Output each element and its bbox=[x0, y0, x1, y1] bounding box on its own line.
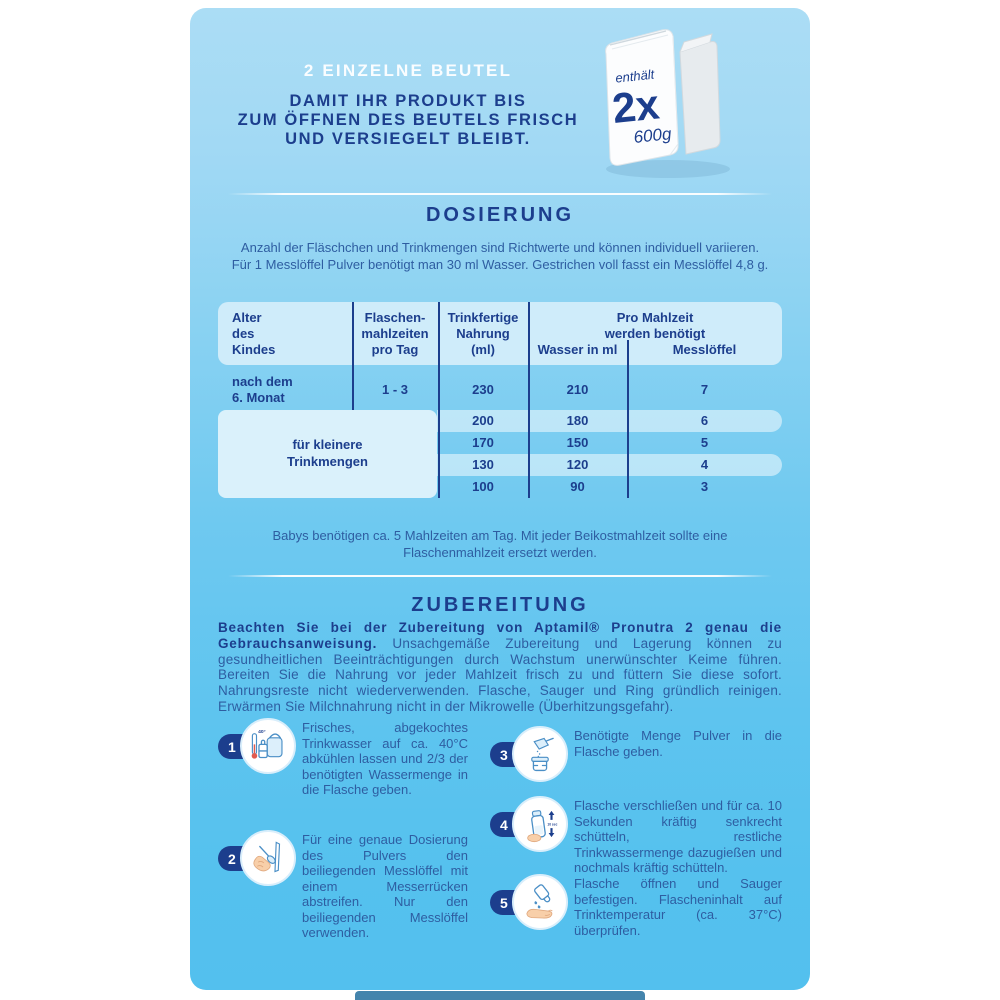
step-number-badge: 5 bbox=[490, 890, 532, 915]
col-header-ready-food: Trinkfertige Nahrung (ml) bbox=[447, 310, 519, 357]
cool-water-thermometer-icon bbox=[245, 723, 291, 769]
table-value-ready: 100 bbox=[472, 479, 494, 494]
pouch-label-600g: 600g bbox=[632, 124, 673, 148]
table-value-scoops: 5 bbox=[700, 435, 709, 450]
dosierung-note-line-1: Babys benötigen ca. 5 Mahlzeiten am Tag. Mit jeder Beikostmahlzeit sollte eine bbox=[272, 528, 728, 543]
table-value-water: 150 bbox=[566, 435, 589, 450]
level-scoop-with-knife-icon bbox=[245, 835, 291, 881]
dosierung-note bbox=[200, 527, 800, 561]
step-text: Frisches, abgekochtes Trinkwasser auf ca. 40°C abkühlen lassen und 2/3 der benötigten Wassermenge in die Flasche geben. bbox=[302, 720, 468, 797]
col-header-scoops: Messlöffel bbox=[672, 342, 737, 357]
table-value-water: 120 bbox=[566, 457, 589, 472]
step-text: Flasche verschließen und für ca. 10 Sekunden kräftig senkrecht schütteln, restliche Trinkwassermenge dazugießen und nochmals kräftig schütteln. bbox=[574, 798, 782, 875]
row-age-label: nach dem 6. Monat bbox=[232, 374, 293, 405]
two-pouches-image bbox=[580, 18, 752, 186]
table-value-scoops: 4 bbox=[700, 457, 709, 472]
pouch-label-2x: 2x bbox=[610, 80, 662, 132]
pouches-subline-1: DAMIT IHR PRODUKT BIS bbox=[289, 92, 527, 110]
step-number-badge: 2 bbox=[218, 846, 260, 871]
section-divider bbox=[228, 575, 772, 577]
prep-step-2 bbox=[218, 830, 468, 941]
table-value-scoops: 7 bbox=[700, 382, 709, 397]
step-number-badge: 3 bbox=[490, 742, 532, 767]
table-value-meals: 1 - 3 bbox=[381, 382, 408, 397]
zubereitung-intro-bold: Beachten Sie bei der Zubereitung von Aptamil® Pronutra 2 genau die Gebrauchsanweisung. bbox=[218, 620, 782, 651]
step-text: Benötigte Menge Pulver in die Flasche geben. bbox=[574, 728, 782, 759]
dosierung-title: DOSIERUNG bbox=[425, 204, 575, 226]
package-back-panel bbox=[190, 8, 810, 990]
table-value-water: 180 bbox=[566, 413, 589, 428]
zubereitung-intro-text: Unsachgemäße Zubereitung und Lagerung können zu gesundheitlichen Beeinträchtigungen durch Wachstum unerwünschter Keime führen. Bereiten Sie die Nahrung vor jeder Mahlzeit frisch zu und füttern Sie diese sofort. Nahrungsreste nicht wiederverwenden. Flasche, Sauger und Ring gründlich reinigen. Erwärmen Sie Milchnahrung nicht in der Mikrowelle (Überhitzungsgefahr). bbox=[218, 635, 783, 714]
svg-text:40°: 40° bbox=[258, 729, 266, 735]
table-value-ready: 200 bbox=[472, 413, 494, 428]
check-temperature-on-wrist-icon bbox=[517, 879, 563, 925]
section-divider bbox=[228, 193, 772, 195]
table-value-water: 210 bbox=[566, 382, 589, 397]
pouches-claim-block bbox=[208, 61, 608, 149]
svg-text:10 sec: 10 sec bbox=[547, 822, 558, 827]
pouch-label-enthaelt: enthält bbox=[614, 66, 655, 86]
table-value-water: 90 bbox=[570, 479, 585, 494]
table-value-scoops: 3 bbox=[700, 479, 709, 494]
prep-step-1 bbox=[218, 718, 468, 798]
dosierung-note-line-2: Flaschenmahlzeit ersetzt werden. bbox=[403, 545, 597, 560]
step-number-badge: 1 bbox=[218, 734, 260, 759]
pouch-bags-icon bbox=[580, 18, 752, 186]
col-header-meals-per-day: Flaschen- mahlzeiten pro Tag bbox=[361, 310, 429, 357]
pouches-headline: 2 EINZELNE BEUTEL bbox=[303, 61, 513, 80]
pouches-subline-3: UND VERSIEGELT BLEIBT. bbox=[285, 130, 531, 148]
zubereitung-title: ZUBEREITUNG bbox=[411, 594, 589, 616]
step-text: Flasche öffnen und Sauger befestigen. Flascheninhalt auf Trinktemperatur (ca. 37°C) überprüfen. bbox=[574, 876, 782, 938]
zubereitung-intro bbox=[218, 620, 782, 715]
pouches-subline-2: ZUM ÖFFNEN DES BEUTELS FRISCH bbox=[237, 111, 579, 129]
step-number-badge: 4 bbox=[490, 812, 532, 837]
dosierung-intro bbox=[200, 239, 800, 273]
prep-step-5 bbox=[490, 874, 782, 938]
table-value-ready: 170 bbox=[472, 435, 494, 450]
col-header-per-meal: Pro Mahlzeit werden benötigt Wasser in ml Messlöffel bbox=[528, 310, 782, 358]
step-text: Für eine genaue Dosierung des Pulvers den beiliegenden Messlöffel mit einem Messerrücken abstreifen. Nur den beiliegenden Messlöffel verwenden. bbox=[302, 832, 468, 940]
dosierung-intro-line-2: Für 1 Messlöffel Pulver benötigt man 30 ml Wasser. Gestrichen voll fasst ein Messlöffel 4,8 g. bbox=[231, 257, 769, 272]
small-amounts-label: für kleinere Trinkmengen bbox=[287, 437, 368, 469]
table-value-ready: 230 bbox=[472, 382, 494, 397]
col-header-age: Alter des Kindes bbox=[232, 310, 276, 357]
pour-powder-into-bottle-icon bbox=[517, 731, 563, 777]
prep-step-4 bbox=[490, 796, 782, 876]
table-value-ready: 130 bbox=[472, 457, 494, 472]
col-header-water-ml: Wasser in ml bbox=[537, 342, 618, 357]
table-value-scoops: 6 bbox=[700, 413, 709, 428]
shake-bottle-icon bbox=[517, 801, 563, 847]
prep-step-3 bbox=[490, 726, 782, 786]
dosierung-intro-line-1: Anzahl der Fläschchen und Trinkmengen sind Richtwerte und können individuell variieren. bbox=[240, 240, 760, 255]
dosing-table bbox=[218, 302, 782, 498]
next-panel-edge bbox=[355, 991, 645, 1000]
